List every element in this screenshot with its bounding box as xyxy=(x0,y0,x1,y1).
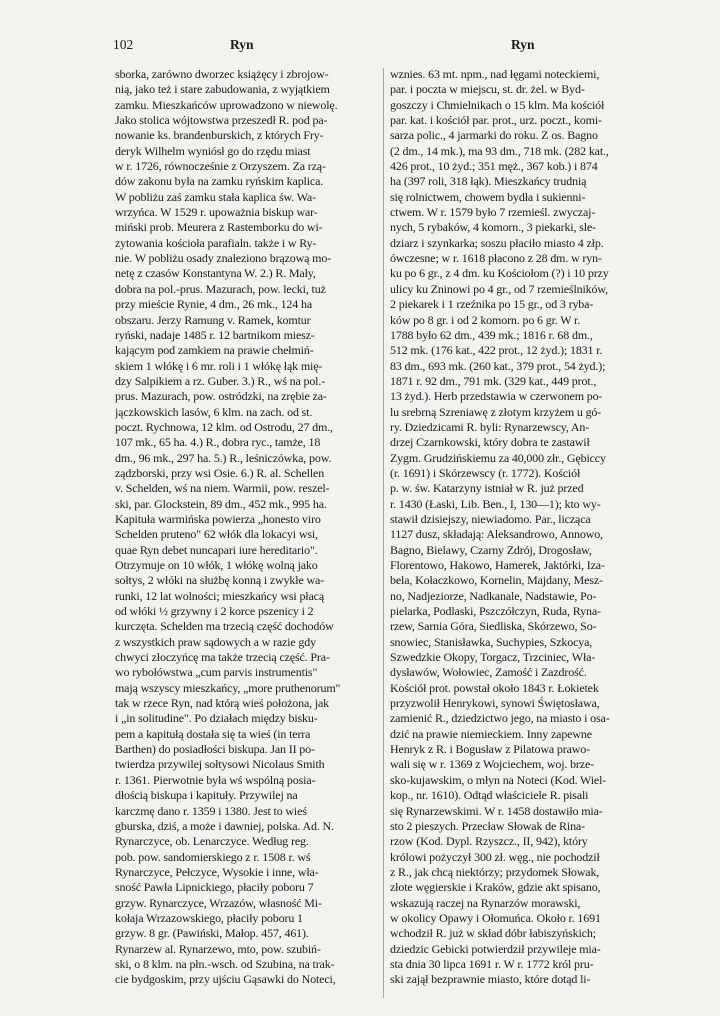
text-line: snowiec, Stanisławka, Suchypies, Szkocya, xyxy=(390,634,593,649)
text-line: zamku. Mieszkańców uprowadzono w niewolę. xyxy=(115,97,338,112)
page-number: 102 xyxy=(113,37,134,52)
text-line: sto 2 pieszych. Przecław Słowak de Rina- xyxy=(390,818,585,833)
text-line: W pobliżu zaś zamku stała kaplica św. Wa- xyxy=(115,189,316,204)
text-line: w okolicy Opawy i Ołomuńca. Około r. 1691 xyxy=(390,910,601,925)
text-line: miński prob. Meurera z Rastemborku do wi- xyxy=(115,220,323,235)
text-line: jączkowskich lasów, 6 klm. na zach. od st. xyxy=(115,404,313,419)
text-line: Kościół prot. powstał około 1843 r. Łokietek xyxy=(390,680,599,695)
text-line: 1127 dusz, składają: Aleksandrowo, Annowo, xyxy=(390,527,603,542)
text-line: nych, 5 rybaków, 4 komorn., 3 piekarki, sle- xyxy=(390,220,596,235)
text-line: r. 1361. Pierwotnie była wś wspólną posia- xyxy=(115,772,316,787)
text-line: mają wszyscy mieszkańcy, „more pruthenorum" xyxy=(115,680,341,695)
text-line: ski zajął bezprawnie miasto, które dotąd li- xyxy=(390,972,591,987)
text-line: w r. 1726, równocześnie z Orzyszem. Za rzą- xyxy=(115,159,326,174)
running-head-right: Ryn xyxy=(511,37,535,52)
text-line: ha (397 roli, 318 łąk). Mieszkańcy trudnią xyxy=(390,174,587,189)
text-line: karczmę dano r. 1359 i 1380. Jest to wieś xyxy=(115,803,307,818)
text-line: drzej Czarnkowski, który dobra te zastawił xyxy=(390,435,590,450)
text-line: ówczesne; w r. 1618 płacono z 28 dm. w ryn- xyxy=(390,251,602,266)
running-head-left: Ryn xyxy=(230,37,254,52)
text-line: i „in solitudine". Po działach między bisku- xyxy=(115,711,318,726)
text-line: (r. 1691) i Skórzewscy (r. 1772). Kościół xyxy=(390,465,581,480)
text-line: grzyw. 8 gr. (Pawiński, Małop. 457, 461). xyxy=(115,926,309,941)
text-line: zamienić R., dziedzictwo jego, na miasto i osa- xyxy=(390,711,610,726)
text-line: wali się w r. 1369 z Wojciechem, woj. brze- xyxy=(390,757,594,772)
text-line: sta dnia 30 lipca 1691 r. W r. 1772 król pru- xyxy=(390,956,594,971)
text-line: dzić na prawie niemieckiem. Inny zapewne xyxy=(390,726,592,741)
text-line: ryński, nadaje 1485 r. 12 bartnikom miesz- xyxy=(115,327,315,342)
text-line: gburska, dziś, a może i dawniej, polska. Ad. N. xyxy=(115,818,334,833)
text-line: Kapituła warmińska powierza „honesto viro xyxy=(115,511,321,526)
text-line: pem a kapitułą dostała się ta wieś (in terra xyxy=(115,726,311,741)
text-line: deryk Wilhelm wyniósł go do rzędu miast xyxy=(115,143,311,158)
text-line: przyzwolił Henrykowi, synowi Świętosława, xyxy=(390,696,600,711)
text-line: tak w rzece Ryn, nad którą wieś położona, jak xyxy=(115,696,330,711)
text-line: chwyci złoczyńcę ma także trzecią część. Pra- xyxy=(115,650,330,665)
text-line: nowanie ks. brandenburskich, z których Fry- xyxy=(115,128,324,143)
left-text-column xyxy=(115,67,380,988)
text-line: sko-kujawskim, o młyn na Noteci (Kod. Wiel- xyxy=(390,772,607,787)
text-line: Schelden pruteno" 62 włók dla lokacyi wsi, xyxy=(115,527,318,542)
text-line: stawił dzisiejszy, niewiadomo. Par., licząca xyxy=(390,511,591,526)
text-line: 1788 było 62 dm., 439 mk.; 1816 r. 68 dm., xyxy=(390,327,593,342)
text-line: poczt. Rychnowa, 12 klm. od Ostrodu, 27 dm., xyxy=(115,419,333,434)
text-line: kurczęta. Schelden ma trzecią część dochodów xyxy=(115,619,334,634)
text-line: wskazują raczej na Rynarzów morawski, xyxy=(390,895,581,910)
text-line: kołaja Wrzazowskiego, płaciły poboru 1 xyxy=(115,910,303,925)
text-line: Bagno, Bielawy, Czarny Zdrój, Drogosław, xyxy=(390,542,592,557)
right-text-column xyxy=(390,67,658,988)
text-line: 2 piekarek i 1 rzeźnika po 15 gr., od 3 ryba- xyxy=(390,297,594,312)
text-line: quae Ryn debet nuncapari iure hereditario". xyxy=(115,542,318,557)
text-line: Barthen) do posiadłości biskupa. Jan II po- xyxy=(115,742,315,757)
text-line: Henryk z R. i Bogusław z Pilatowa prawo- xyxy=(390,742,590,757)
text-line: (2 dm., 14 mk.), ma 93 dm., 718 mk. (282 kat., xyxy=(390,143,609,158)
text-line: z wszystkich praw sądowych a w razie gdy xyxy=(115,634,316,649)
text-line: lu srebrną Szreniawę z złotym krzyżem u gó- xyxy=(390,404,602,419)
text-line: par. i poczta w miejscu, st. dr. żel. w Byd- xyxy=(390,82,585,97)
text-line: się rolnictwem, chowem bydła i sukienni- xyxy=(390,189,586,204)
text-line: prus. Mazurach, pow. ostródzki, na zrębie za- xyxy=(115,389,327,404)
text-line: kop., nr. 1610). Odtąd właściciele R. pisali xyxy=(390,788,589,803)
text-line: no, Nadjeziorze, Nadkanale, Nadstawie, Po- xyxy=(390,588,597,603)
text-line: dziarz i szynkarka; soszu płaciło miasto 4 złp. xyxy=(390,235,604,250)
text-line: par. kat. i kościół par. prot., urz. poczt., komi- xyxy=(390,113,602,128)
text-line: rzew, Sarnia Góra, Siedliska, Skórzewo, So- xyxy=(390,619,597,634)
text-line: nie. W pobliżu osady znaleziono brązową mo- xyxy=(115,251,332,266)
text-line: 426 prot., 10 żyd.; 351 męż., 367 kob.) i 874 xyxy=(390,159,598,174)
text-line: królowi pożyczył 300 zł. węg., nie pochodził xyxy=(390,849,600,864)
text-line: twierdza przywilej sołtysowi Nicolaus Smith xyxy=(115,757,325,772)
text-line: Zygm. Grudzińskiemu za 40,000 złr., Gębiccy xyxy=(390,450,606,465)
text-line: netę z czasów Konstantyna W. 2.) R. Mały, xyxy=(115,266,316,281)
text-line: sborka, zarówno dworzec książęcy i zbrojow- xyxy=(115,67,329,81)
text-line: ządzborski, przy wsi Osie. 6.) R. al. Schellen xyxy=(115,465,325,480)
text-line: r. 1430 (Łaski, Lib. Ben., I, 130—1); kto wy- xyxy=(390,496,601,511)
text-line: 512 mk. (176 kat., 422 prot., 12 żyd.); 1831 r. xyxy=(390,343,603,358)
text-line: od włóki ½ grzywny i 2 korce pszenicy i 2 xyxy=(115,604,314,619)
text-line: Rynarczyce, ob. Lenarczyce. Według reg. xyxy=(115,834,309,849)
text-line: sność Pawła Lipnickiego, płaciły poboru 7 xyxy=(115,880,314,895)
text-line: wchodził R. już w skład dóbr łabiszyńskich; xyxy=(390,926,596,941)
text-line: wrzyńca. W 1529 r. upoważnia biskup war- xyxy=(115,205,318,220)
text-line: dłością biskupa i kapituły. Przywilej na xyxy=(115,788,298,803)
text-line: ulicy ku Zninowi po 4 gr., od 7 rzemieślników, xyxy=(390,281,608,296)
text-line: wo rybołówstwa „cum parvis instrumentis" xyxy=(115,665,318,680)
text-line: ski, o 8 klm. na płn.-wsch. od Szubina, na trak- xyxy=(115,956,335,971)
text-line: dów zakonu była na zamku ryńskim kaplica. xyxy=(115,174,324,189)
text-line: ctwem. W r. 1579 było 7 rzemieśl. zwyczaj- xyxy=(390,205,596,220)
text-line: goszczy i Chmielnikach o 15 klm. Ma kościół xyxy=(390,97,605,112)
text-line: skiem 1 włókę i 6 mr. roli i 1 włókę łąk mię- xyxy=(115,358,323,373)
text-line: z R., jak chcą niektórzy; przydomek Słowak, xyxy=(390,864,600,879)
text-line: bela, Kołaczkowo, Kornelin, Majdany, Mesz- xyxy=(390,573,603,588)
text-line: pob. pow. sandomierskiego z r. 1508 r. wś xyxy=(115,849,311,864)
text-line: ry. Dziedzicami R. byli: Rynarzewscy, An- xyxy=(390,419,590,434)
text-line: runki, 12 lat wolności; mieszkańcy wsi płacą xyxy=(115,588,325,603)
text-line: dzy Salpikiem a rz. Guber. 3.) R., wś na pol.- xyxy=(115,373,326,388)
text-line: Szwedzkie Okopy, Torgacz, Trzciniec, Wła- xyxy=(390,650,596,665)
text-line: Jako stolica wójtowstwa przeszedł R. pod pa- xyxy=(115,113,328,128)
text-line: dm., 96 mk., 297 ha. 5.) R., leśniczówka, pow. xyxy=(115,450,332,465)
text-line: obszaru. Jerzy Ramung v. Ramek, komtur xyxy=(115,312,311,327)
text-line: złote węgierskie i Kraków, gdzie akt spisano, xyxy=(390,880,601,895)
text-line: Rynarzew al. Rynarzewo, mto, pow. szubiń- xyxy=(115,941,321,956)
text-line: ku po 6 gr., z 4 dm. ku Kościołom (?) i 10 przy xyxy=(390,266,609,281)
text-line: ków po 8 gr. i od 2 komorn. po 6 gr. W r. xyxy=(390,312,581,327)
text-line: Otrzymuje on 10 włók, 1 włókę wolną jako xyxy=(115,558,318,572)
column-divider xyxy=(383,68,384,998)
text-line: nią, jako też i stare zabudowania, z wyjątkiem xyxy=(115,82,330,97)
text-line: 1871 r. 92 dm., 791 mk. (329 kat., 449 prot., xyxy=(390,373,597,388)
text-line: przy mieście Rynie, 4 dm., 26 mk., 124 ha xyxy=(115,297,313,312)
text-line: v. Schelden, wś na niem. Warmii, pow. reszel- xyxy=(115,481,330,496)
text-line: zytowania kościoła parafialn. także i w Ry- xyxy=(115,235,317,250)
text-line: ski, par. Glockstein, 89 dm., 452 mk., 995 ha. xyxy=(115,496,327,511)
text-line: cie bydgoskim, przy ujściu Gąsawki do Noteci, xyxy=(115,972,336,987)
text-line: 13 żyd.). Herb przedstawia w czerwonem po- xyxy=(390,389,603,404)
text-line: grzyw. Rynarczyce, Wrzazów, własność Mi- xyxy=(115,895,322,910)
text-line: się Rynarzewskimi. W r. 1458 dostawiło mia- xyxy=(390,803,603,818)
text-line: dziedzic Gebicki potwierdził przywileje mia- xyxy=(390,941,601,956)
text-line: sarza polic., 4 jarmarki do roku. Z os. Bagno xyxy=(390,128,598,143)
text-line: Florentowo, Hakowo, Hamerek, Jaktórki, Iza- xyxy=(390,558,605,572)
text-line: dysławów, Wołowiec, Zamość i Zazdrość. xyxy=(390,665,587,680)
text-line: p. w. św. Katarzyny istniał w R. już przed xyxy=(390,481,584,496)
text-line: 107 mk., 65 ha. 4.) R., dobra ryc., tamże, 18 xyxy=(115,435,321,450)
text-line: rzow (Kod. Dypl. Rzyszcz., II, 942), który xyxy=(390,834,588,849)
text-line: Rynarczyce, Pełczyce, Wysokie i inne, wła- xyxy=(115,864,319,879)
text-line: pielarka, Podlaski, Pszczółczyn, Ruda, Ryna- xyxy=(390,604,601,619)
text-line: 83 dm., 693 mk. (260 kat., 379 prot., 54 żyd.); xyxy=(390,358,606,373)
text-line: wznies. 63 mt. npm., nad łęgami noteckiemi, xyxy=(390,67,600,81)
text-line: sołtys, 2 włóki na służbę konną i zwykłe wa- xyxy=(115,573,325,588)
text-line: kającym pod zamkiem na prawie chełmiń- xyxy=(115,343,314,358)
text-line: dobra na pol.-prus. Mazurach, pow. lecki, tuż xyxy=(115,281,326,296)
